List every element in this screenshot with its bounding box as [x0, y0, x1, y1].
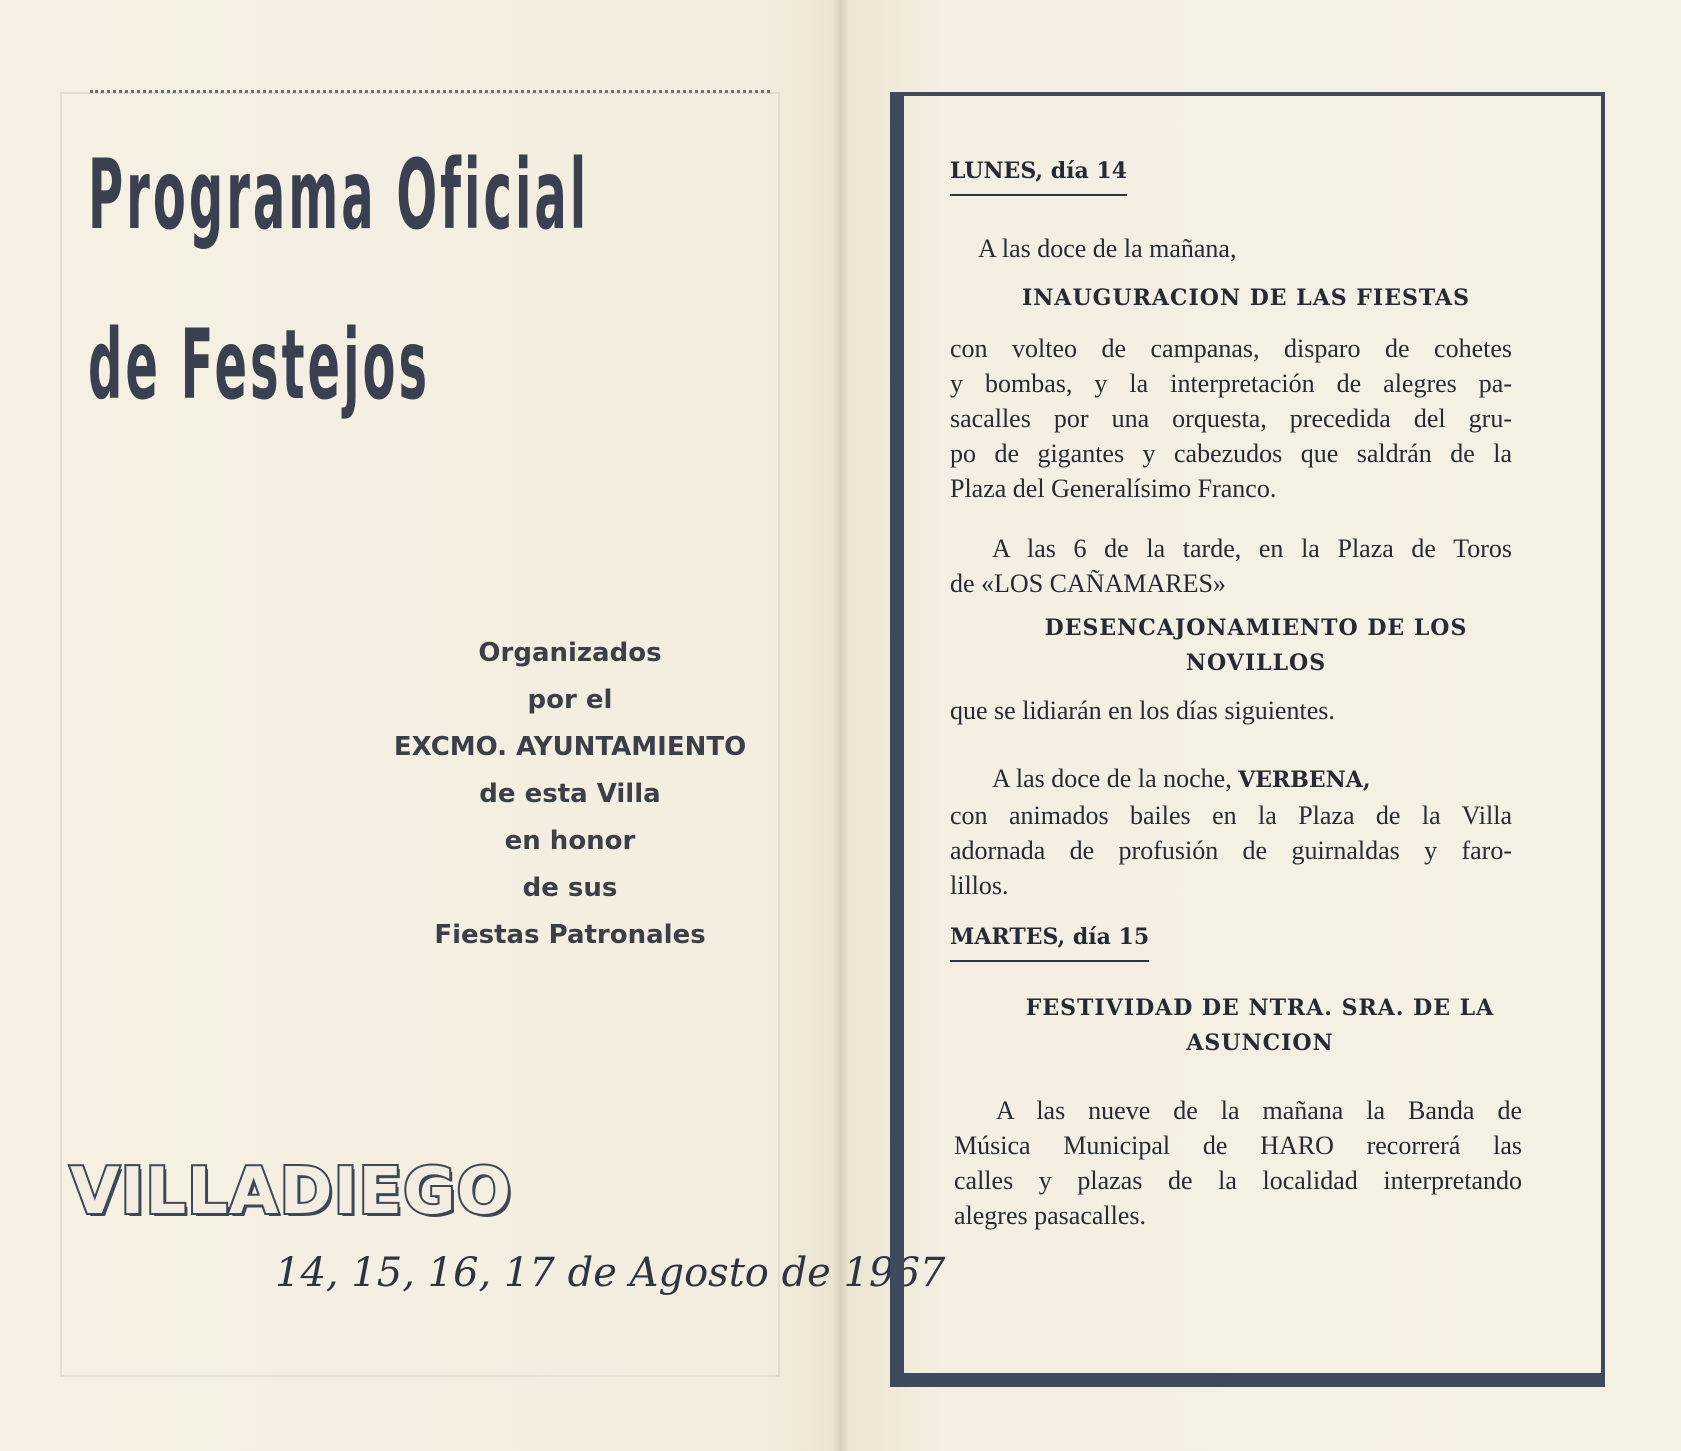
paragraph-line: adornada de profusión de guirnaldas y faro- [950, 836, 1512, 865]
paragraph-line: con animados bailes en la Plaza de la Villa [950, 801, 1512, 830]
event-title-line: ASUNCION [1186, 1030, 1334, 1056]
paragraph-line: con volteo de campanas, disparo de cohetes [950, 334, 1512, 363]
paragraph-line: po de gigantes y cabezudos que saldrán de la [950, 439, 1512, 468]
event-title-line: NOVILLOS [1185, 650, 1327, 676]
paragraph [950, 761, 1512, 903]
event-title-line: FESTIVIDAD DE NTRA. SRA. DE LA [1025, 995, 1495, 1021]
dotted-rule [90, 90, 770, 93]
organizers-line: EXCMO. AYUNTAMIENTO [393, 732, 747, 762]
paragraph-line: lillos. [950, 871, 1009, 900]
paragraph-line: sacalles por una orquesta, precedida del gru- [950, 404, 1512, 433]
paragraph-line: de «LOS CAÑAMARES» [950, 569, 1226, 598]
paragraph-line: A las 6 de la tarde, en la Plaza de Toros [992, 534, 1512, 563]
paragraph [950, 331, 1512, 506]
day-heading-tuesday: MARTES, día 15 [950, 924, 1149, 962]
paragraph-line: Plaza del Generalísimo Franco. [950, 474, 1277, 503]
organizers-line: de esta Villa [479, 779, 661, 809]
organizers-line: Fiestas Patronales [434, 920, 706, 950]
paragraph-line: calles y plazas de la localidad interpretando [954, 1166, 1522, 1195]
event-title [936, 611, 1576, 681]
organizers-line: Organizados [478, 638, 662, 668]
paragraph-line: A las doce de la mañana, [978, 234, 1237, 263]
paragraph-line: A las nueve de la mañana la Banda de [996, 1096, 1522, 1125]
paragraph-line: que se lidiarán en los días siguientes. [950, 696, 1335, 725]
organizers-line: de sus [522, 873, 618, 903]
organizers-line: por el [527, 685, 613, 715]
verbena-prefix: A las doce de la noche, [992, 764, 1232, 793]
town-name: VILLADIEGO [70, 1155, 513, 1229]
paragraph-line: y bombas, y la interpretación de alegres pa- [950, 369, 1512, 398]
paragraph [950, 693, 1550, 728]
paragraph-line: alegres pasacalles. [954, 1201, 1147, 1230]
festival-dates: 14, 15, 16, 17 de Agosto de 1967 [275, 1250, 946, 1296]
program-page [838, 0, 1681, 1451]
paragraph-line: Música Municipal de HARO recorrerá las [954, 1131, 1522, 1160]
organizers-line: en honor [504, 826, 636, 856]
verbena-label: VERBENA, [1238, 767, 1371, 793]
event-title [950, 991, 1570, 1061]
organizers-block [360, 630, 780, 959]
paragraph [950, 531, 1512, 601]
title-line: de Festejos [88, 309, 431, 421]
day-heading-monday: LUNES, día 14 [950, 158, 1127, 196]
event-title-line: DESENCAJONAMIENTO DE LOS [1044, 615, 1468, 641]
program-box [890, 92, 1605, 1387]
paragraph-line [950, 761, 1512, 798]
title-line: Programa Oficial [88, 139, 590, 251]
paragraph [954, 1093, 1522, 1233]
paragraph [936, 231, 1536, 266]
program-title [88, 110, 590, 450]
event-title: INAUGURACION DE LAS FIESTAS [1022, 285, 1470, 311]
